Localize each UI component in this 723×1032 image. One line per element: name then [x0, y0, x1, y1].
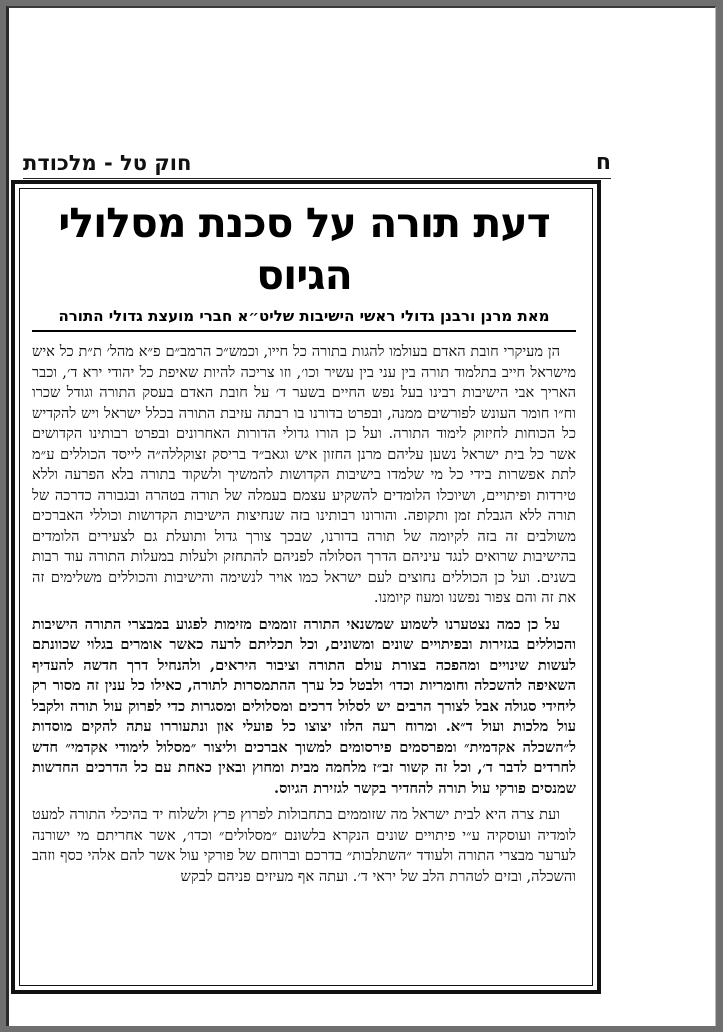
- article-paragraph: ועת צרה היא לבית ישראל מה שזוממים בתחבולות לפרוץ פרץ ולשלוח יד בהיכלי התורה למעט לומדיה ועוסקיה ע״י פיתויים שונים הנקרא בלשונם ״מסלולים״ וכדו׳, אשר אחריתם מי ישורנה לערער מבצרי התורה ולעודד ״השתלבות״ בדרכם וברוחם של פורקי עול אשר להם אלהי כסף וזהב והשכלה, ובזים לטהרת הלב של יראי ד׳. ועתה אף מעיזים פניהם לבקש: [32, 806, 576, 885]
- article-title: דעת תורה על סכנת מסלולי הגיוס: [58, 199, 550, 299]
- article-subtitle: מאת מרנן ורבנן גדולי ראשי הישיבות שליט״א חברי מועצת גדולי התורה: [32, 305, 576, 332]
- document-page: [6, 6, 716, 1026]
- article-paragraph: הן מעיקרי חובת האדם בעולמו להגות בתורה כל חייו, וכמש״כ הרמב״ם פ״א מהל׳ ת״ת כל איש מישראל חייב בתלמוד תורה בין עני בין עשיר וכו׳, וזו צריכה להיות שאיפת כל יהודי ירא ד׳, וכבר האריך אבי הישיבות רבינו בעל נפש החיים בשער ד׳ על חובת האדם בעסק התורה וגודל שכרו וח״ו חומר העונש לפורשים ממנה, ובפרט בדורנו בו רבתה עזיבת התורה בכלל ישראל ויש להקדיש כל הכוחות לחיזוק לימוד התורה. ועל כן הורו גדולי הדורות האחרונים ובפרט רבותינו הקדושים אשר כל בית ישראל נשען עליהם מרנן החזון איש וגאב״ד בריסק זצוקללה״ה לייסד הכוללים ע״מ לתת אפשרות בידי כל מי שלמדו בישיבות הקדושות להמשיך ולשקוד בתורה בלא הפרעה וללא טירדות ופיתויים, ושיוכלו הלומדים להשקיע עצמם בעמלה של תורה בטהרה ובגבורה כדרכה של תורה ללא הגבלת זמן ותקופה. והורונו רבותינו בזה שנחיצות הישיבות הקדושות וכוללי האברכים משולבים זה בזה לקיומה של תורה בדורנו, שבכך צורך גדול ותועלת גם לצעירים הלומדים בהישיבות שרואים לנגד עיניהם הדרך הסלולה לפניהם להתחזק ולעלות במעלות התורה עוד רבות בשנים. ועל כן הכוללים נחוצים לעם ישראל כמו אויר לנשימה והישיבות והכוללים משלימים זה את זה והם צפור נפשנו ומעוז קיומנו.: [32, 343, 576, 606]
- article-frame-inner: [19, 188, 593, 986]
- page-header: [23, 150, 611, 179]
- article-paragraph: על כן כמה נצטערנו לשמוע שמשנאי התורה זוממים מזימות לפגוע במבצרי התורה הישיבות והכוללים בגזירות ובפיתויים שונים ומשונים, וכל תכליתם לרעה כאשר אומרים בגלוי שכוונתם לעשות שינויים ומהפכה בצורת עולם התורה וציבור היראים, ולהנחיל דרך חדשה להעדיף השאיפה להשכלה וחומריות וכדו׳ ולבטל כל ערך ההתמסרות לתורה, כאילו כל ענין זה מסור רק ליחידי סגולה אבל לצורך הרבים יש לסלול דרכים ומסלולים ומסגרות כדי לפרוק עול תורה ולקבל עול מלכות ועול ד״א. ומרוח רעה הלזו יצוצו כל פועלי און ונתעוררו עתה להקים מוסדות ל״השכלה אקדמית״ ומפרסמים פירסומים למשוך אברכים וליצור ״מסלול לימודי אקדמי״ חדש לחרדים לדבר ד׳, וכל זה קשור זב״ז מלחמה מבית ומחוץ ובאין כאחת עם כל הדרכים החדשות שמנסים פורקי עול תורה להחדיר בקשר לגזירת הגיוס.: [32, 615, 576, 797]
- article-frame: [11, 180, 601, 994]
- article-body: [32, 342, 576, 887]
- running-head: חוק טל - מלכודת: [23, 151, 192, 175]
- page-number: ח: [595, 150, 611, 175]
